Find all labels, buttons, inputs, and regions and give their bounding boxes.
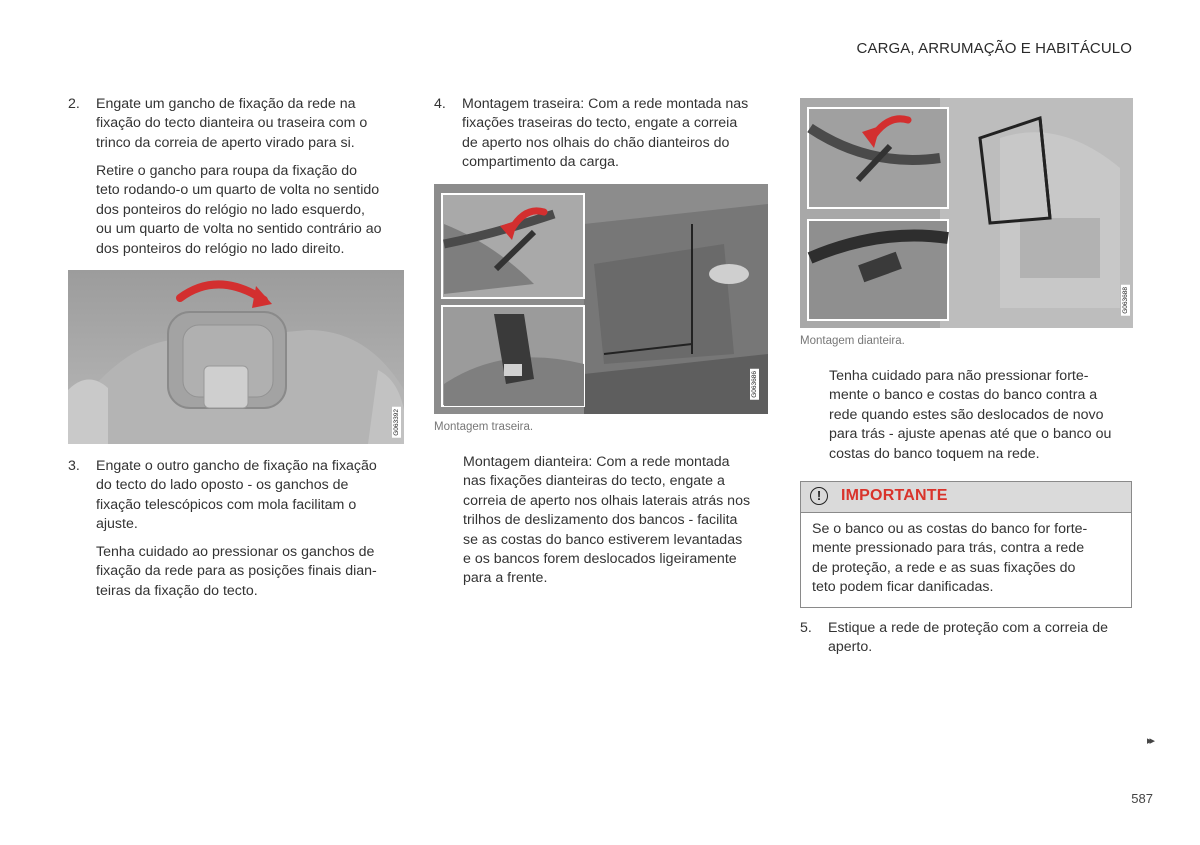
step-3 [68, 457, 408, 535]
important-box [800, 481, 1132, 608]
text-line: e os bancos forem deslocados ligeiramente [463, 551, 737, 568]
text-line: do tecto do lado oposto - os ganchos de [96, 477, 349, 494]
text-line: para a frente. [463, 570, 548, 587]
text-line: trinco da correia de aperto virado para si. [96, 134, 355, 151]
figure-roof-hook [68, 270, 404, 444]
text-line: fixação da rede para as posições finais dian- [96, 563, 377, 580]
text-line: rede quando estes são deslocados de novo [829, 406, 1104, 423]
roof-hook-illustration [68, 270, 404, 444]
text-line: correia de aperto nos olhais laterais atrás nos [463, 492, 751, 509]
step-2-note [96, 162, 406, 259]
text-line: Engate o outro gancho de fixação na fixação [96, 458, 377, 474]
text-line: costas do banco toquem na rede. [829, 445, 1040, 462]
warning-icon: ! [810, 487, 828, 505]
text-line: dos ponteiros do relógio no lado direito. [96, 240, 345, 257]
text-line: fixações traseiras do tecto, engate a correia [462, 115, 738, 132]
text-line: teiras da fixação do tecto. [96, 582, 258, 599]
text-line: Tenha cuidado para não pressionar forte- [829, 368, 1089, 384]
text-line: fixação do tecto dianteira ou traseira com o [96, 115, 368, 132]
step-5 [800, 619, 1140, 658]
step-2 [68, 95, 408, 153]
text-line: de aperto nos olhais do chão dianteiros do [462, 134, 730, 151]
text-line: Tenha cuidado ao pressionar os ganchos de [96, 544, 375, 560]
figure-front-mounting [800, 98, 1133, 328]
text-line: teto podem ficar danificadas. [812, 579, 994, 596]
text-line: de proteção, a rede e as suas fixações do [812, 559, 1076, 576]
text-line: ajuste. [96, 516, 138, 533]
continue-arrows-icon: ▸▸ [1146, 735, 1152, 747]
front-mounting-illustration [800, 98, 1133, 328]
text-line: para trás - ajuste apenas até que o banco ou [829, 426, 1112, 443]
text-line: ou um quarto de volta no sentido contrário ao [96, 221, 382, 238]
text-line: aperto. [828, 639, 873, 656]
figure-rear-mounting [434, 184, 768, 414]
figure-code: G063688 [1122, 287, 1129, 314]
step-3-note [96, 543, 406, 601]
section-title: CARGA, ARRUMAÇÃO E HABITÁCULO [856, 40, 1132, 57]
text-line: teto rodando-o um quarto de volta no sentido [96, 182, 380, 199]
text-line: nas fixações dianteiras do tecto, engate a [463, 473, 725, 490]
page-number: 587 [1131, 791, 1153, 806]
important-title: IMPORTANTE [841, 487, 948, 504]
step-number: 4. [434, 96, 446, 112]
important-header [801, 482, 1131, 513]
figure-caption: Montagem traseira. [434, 421, 534, 433]
front-mounting-note [463, 453, 773, 589]
figure-code: G063686 [751, 371, 758, 398]
text-line: Estique a rede de proteção com a correia de [828, 620, 1108, 636]
figure-caption: Montagem dianteira. [800, 335, 905, 347]
text-line: Se o banco ou as costas do banco for forte- [812, 521, 1088, 537]
step-number: 5. [800, 620, 812, 636]
text-line: Retire o gancho para roupa da fixação do [96, 163, 358, 179]
caution-note [829, 367, 1139, 464]
text-line: mente pressionado para trás, contra a rede [812, 540, 1085, 557]
step-4 [434, 95, 774, 173]
step-number: 2. [68, 96, 80, 112]
text-line: Engate um gancho de fixação da rede na [96, 96, 356, 112]
text-line: mente o banco e costas do banco contra a [829, 387, 1098, 404]
figure-code: G063392 [393, 409, 400, 436]
text-line: trilhos de deslizamento dos bancos - facilita [463, 512, 738, 529]
text-line: compartimento da carga. [462, 154, 619, 171]
important-body [801, 513, 1131, 607]
text-line: Montagem traseira: Com a rede montada nas [462, 96, 749, 112]
text-line: Montagem dianteira: Com a rede montada [463, 454, 730, 470]
rear-mounting-illustration [434, 184, 768, 414]
text-line: se as costas do banco estiverem levantadas [463, 531, 743, 548]
step-number: 3. [68, 458, 80, 474]
text-line: dos ponteiros do relógio no lado esquerdo, [96, 201, 365, 218]
text-line: fixação telescópicos com mola facilitam o [96, 496, 357, 513]
